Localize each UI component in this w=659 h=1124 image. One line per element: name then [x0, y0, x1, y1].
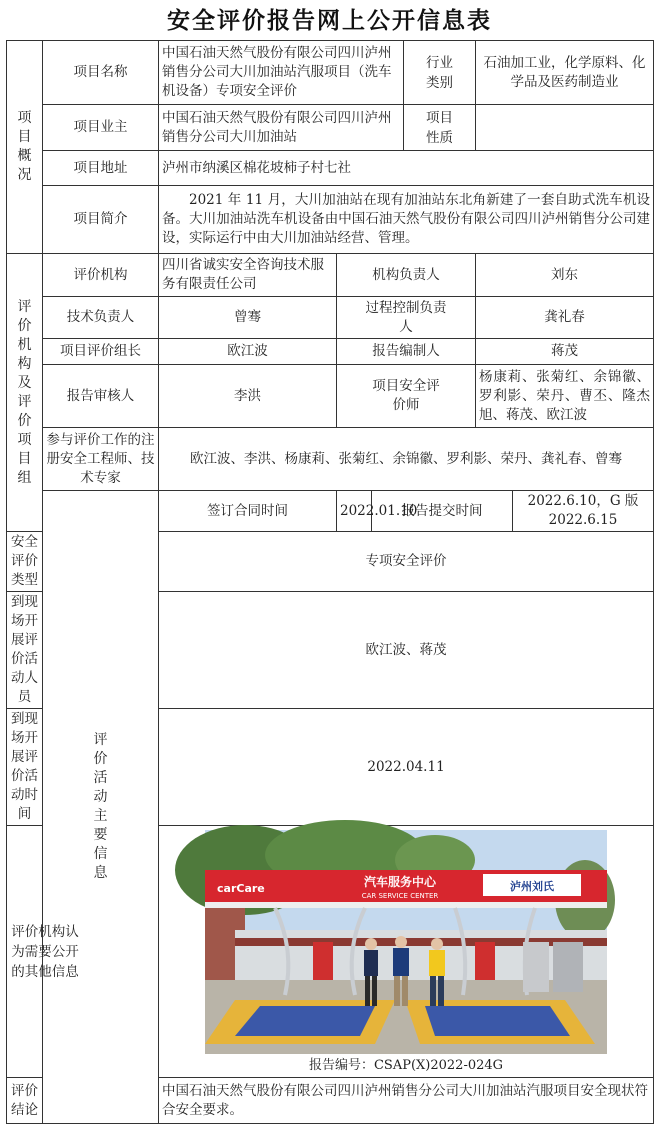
contract-time-value: 2022.01.10 — [337, 491, 372, 532]
assessment-type-value: 专项安全评价 — [159, 532, 654, 592]
project-address-value: 泸州市纳溪区棉花坡柿子村七社 — [159, 151, 654, 186]
safety-assessor-label: 项目安全评价师 — [337, 365, 476, 428]
process-control-label: 过程控制负责人 — [337, 297, 476, 339]
site-staff-label: 到现场开展评价活动人员 — [7, 592, 43, 709]
project-nature-value — [476, 105, 654, 151]
agency-label: 评价机构 — [43, 254, 159, 297]
report-writer-value: 蒋茂 — [476, 339, 654, 365]
section-overview: 项目概况 — [7, 41, 43, 254]
photo-tank — [553, 942, 583, 992]
site-time-label: 到现场开展评价活动时间 — [7, 709, 43, 826]
industry-label: 行业类别 — [404, 41, 476, 105]
conclusion-label: 评价结论 — [7, 1078, 43, 1124]
photo-sign-cn: 汽车服务中心 — [363, 875, 437, 889]
photo-tank — [523, 942, 549, 992]
photo-back-wall — [235, 930, 607, 980]
project-owner-value: 中国石油天然气股份有限公司四川泸州销售分公司大川加油站 — [159, 105, 404, 151]
agency-head-value: 刘东 — [476, 254, 654, 297]
contract-time-label: 签订合同时间 — [159, 491, 337, 532]
safety-assessor-value: 杨康莉、张菊红、余锦徽、罗利影、荣丹、曹丕、隆杰旭、蒋茂、欧江波 — [476, 365, 654, 428]
photo-brand-left: carCare — [217, 882, 265, 895]
document-title: 安全评价报告网上公开信息表 — [167, 7, 492, 34]
project-intro-label: 项目简介 — [43, 186, 159, 254]
assessment-type-label: 安全评价类型 — [7, 532, 43, 592]
report-writer-label: 报告编制人 — [337, 339, 476, 365]
info-table — [6, 40, 654, 1124]
other-info-cell — [159, 826, 654, 1078]
team-leader-label: 项目评价组长 — [43, 339, 159, 365]
project-owner-label: 项目业主 — [43, 105, 159, 151]
site-time-value: 2022.04.11 — [159, 709, 654, 826]
experts-label: 参与评价工作的注册安全工程师、技术专家 — [43, 428, 159, 491]
project-nature-label: 项目性质 — [404, 105, 476, 151]
process-control-value: 龚礼春 — [476, 297, 654, 339]
team-leader-value: 欧江波 — [159, 339, 337, 365]
project-name-label: 项目名称 — [43, 41, 159, 105]
photo-canopy-trim — [205, 902, 607, 908]
submit-time-value: 2022.6.10，G 版 2022.6.15 — [513, 491, 654, 532]
photo-sign-en: CAR SERVICE CENTER — [361, 892, 439, 900]
site-staff-value: 欧江波、蒋茂 — [159, 592, 654, 709]
tech-head-label: 技术负责人 — [43, 297, 159, 339]
photo-mat — [425, 1006, 570, 1036]
report-reviewer-label: 报告审核人 — [43, 365, 159, 428]
project-intro-value: 2021 年 11 月，大川加油站在现有加油站东北角新建了一套自助式洗车机设备。大川加油站洗车机设备由中国石油天然气股份有限公司四川泸州销售分公司建设，实际运行中由大川加油站经营、管理。 — [159, 186, 654, 254]
experts-value: 欧江波、李洪、杨康莉、张菊红、余锦徽、罗利影、荣丹、龚礼春、曾骞 — [159, 428, 654, 491]
submit-time-label: 报告提交时间 — [372, 491, 513, 532]
agency-head-label: 机构负责人 — [337, 254, 476, 297]
conclusion-value: 中国石油天然气股份有限公司四川泸州销售分公司大川加油站汽服项目安全现状符合安全要求。 — [159, 1078, 654, 1124]
tech-head-value: 曾骞 — [159, 297, 337, 339]
project-address-label: 项目地址 — [43, 151, 159, 186]
other-info-label: 评价机构认为需要公开的其他信息 — [7, 826, 43, 1078]
report-number: 报告编号：CSAP(X)2022-024G — [308, 1058, 504, 1073]
photo-back-rail — [235, 938, 607, 946]
site-photo — [205, 830, 607, 1054]
photo-control-box — [475, 942, 495, 980]
photo-brand-right: 泸州刘氏 — [510, 880, 554, 893]
industry-value: 石油加工业，化学原料、化学品及医药制造业 — [476, 41, 654, 105]
project-name-value: 中国石油天然气股份有限公司四川泸州销售分公司大川加油站汽服项目（洗车机设备）专项安全评价 — [159, 41, 404, 105]
agency-value: 四川省诚实安全咨询技术服务有限责任公司 — [159, 254, 337, 297]
report-reviewer-value: 李洪 — [159, 365, 337, 428]
photo-control-box — [313, 942, 333, 980]
section-activity: 评价活动主要信息 — [43, 491, 159, 1124]
section-org: 评价机构及评价项目组 — [7, 254, 43, 532]
